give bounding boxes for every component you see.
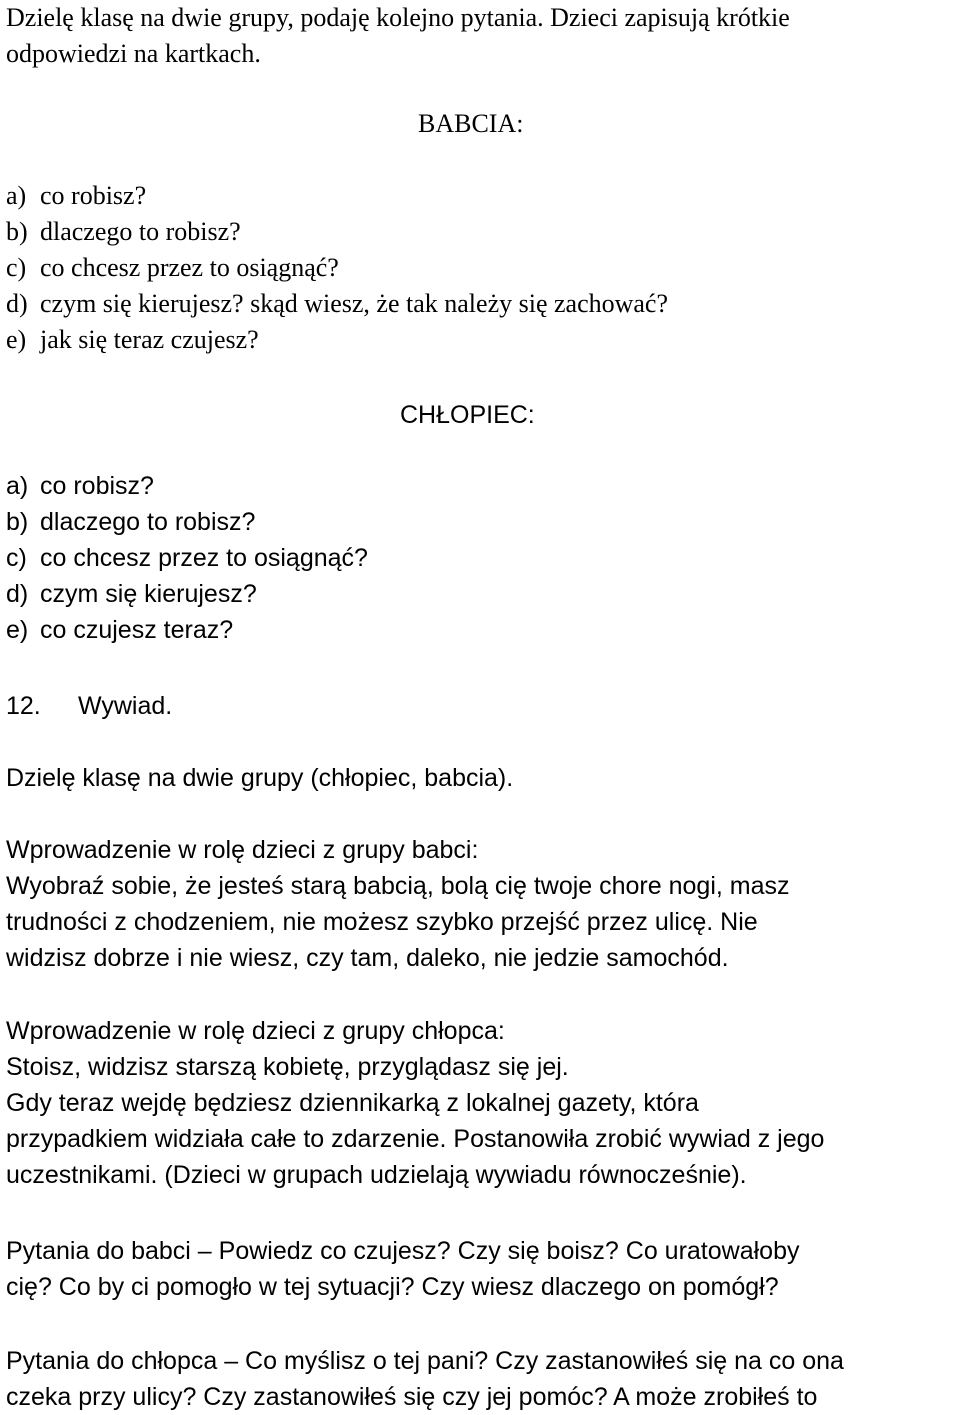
paragraph-line: Wyobraź sobie, że jesteś starą babcią, bolą cię twoje chore nogi, masz (6, 872, 790, 900)
intro-paragraph (6, 0, 960, 72)
paragraph-line: widzisz dobrze i nie wiesz, czy tam, daleko, nie jedzie samochód. (6, 944, 729, 972)
list-label: c) (6, 253, 27, 282)
paragraph-heading: Wprowadzenie w rolę dzieci z grupy babci: (6, 836, 479, 864)
list-text: czym się kierujesz? (40, 580, 257, 608)
paragraph-line: Gdy teraz wejdę będziesz dziennikarką z lokalnej gazety, która (6, 1089, 699, 1117)
paragraph-line: Pytania do chłopca – Co myślisz o tej pani? Czy zastanowiłeś się na co ona (6, 1347, 844, 1375)
paragraph-line: czeka przy ulicy? Czy zastanowiłeś się czy jej pomóc? A może zrobiłeś to (6, 1383, 818, 1411)
chlopiec-questions-paragraph (6, 1343, 960, 1415)
list-label: b) (6, 508, 29, 536)
chlopiec-role-intro (6, 1013, 960, 1193)
list-text: co chcesz przez to osiągnąć? (40, 544, 368, 572)
chlopiec-heading: CHŁOPIEC: (400, 401, 535, 429)
list-label: b) (6, 217, 28, 246)
babcia-heading: BABCIA: (418, 109, 524, 138)
babcia-role-intro (6, 832, 960, 976)
intro-line: Dzielę klasę na dwie grupy, podaję kolejno pytania. Dzieci zapisują krótkie (6, 3, 790, 32)
list-item (6, 322, 960, 358)
list-item (6, 468, 960, 504)
list-item (6, 540, 960, 576)
paragraph-heading: Wprowadzenie w rolę dzieci z grupy chłopca: (6, 1017, 505, 1045)
paragraph-line: przypadkiem widziała całe to zdarzenie. Postanowiła zrobić wywiad z jego (6, 1125, 825, 1153)
list-item (6, 250, 960, 286)
list-item (6, 178, 960, 214)
section-title: Wywiad. (78, 692, 173, 720)
list-label: d) (6, 580, 29, 608)
section-heading (6, 688, 960, 724)
list-item (6, 214, 960, 250)
paragraph-line: Stoisz, widzisz starszą kobietę, przyglądasz się jej. (6, 1053, 569, 1081)
paragraph-line: trudności z chodzeniem, nie możesz szybko przejść przez ulicę. Nie (6, 908, 758, 936)
babcia-questions-paragraph (6, 1233, 960, 1305)
list-text: co robisz? (40, 181, 147, 210)
split-line: Dzielę klasę na dwie grupy (chłopiec, babcia). (6, 764, 514, 792)
list-item (6, 576, 960, 612)
list-label: a) (6, 472, 29, 500)
list-label: a) (6, 181, 27, 210)
list-item (6, 612, 960, 648)
list-text: dlaczego to robisz? (40, 508, 256, 536)
intro-line: odpowiedzi na kartkach. (6, 39, 261, 68)
list-label: c) (6, 544, 27, 572)
list-label: e) (6, 325, 27, 354)
list-item (6, 504, 960, 540)
list-text: jak się teraz czujesz? (40, 325, 259, 354)
list-text: co robisz? (40, 472, 154, 500)
list-label: d) (6, 289, 28, 318)
list-label: e) (6, 616, 29, 644)
babcia-question-list (6, 178, 960, 358)
list-text: dlaczego to robisz? (40, 217, 241, 246)
list-text: czym się kierujesz? skąd wiesz, że tak należy się zachować? (40, 289, 669, 318)
section-number: 12. (6, 692, 41, 720)
list-text: co czujesz teraz? (40, 616, 234, 644)
chlopiec-question-list (6, 468, 960, 648)
list-text: co chcesz przez to osiągnąć? (40, 253, 339, 282)
split-paragraph (6, 760, 960, 796)
paragraph-line: Pytania do babci – Powiedz co czujesz? Czy się boisz? Co uratowałoby (6, 1237, 800, 1265)
paragraph-line: uczestnikami. (Dzieci w grupach udzielają wywiadu równocześnie). (6, 1161, 747, 1189)
list-item (6, 286, 960, 322)
paragraph-line: cię? Co by ci pomogło w tej sytuacji? Czy wiesz dlaczego on pomógł? (6, 1273, 779, 1301)
